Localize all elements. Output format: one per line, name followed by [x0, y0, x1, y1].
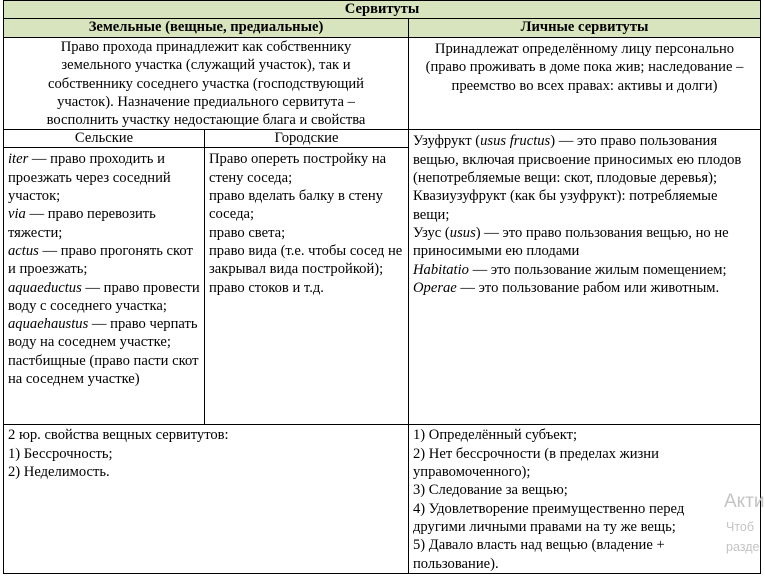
subheader-row: [4, 130, 761, 148]
list-item: право вделать балку в стену соседа;: [209, 188, 383, 223]
list-item: Право опереть постройку на стену соседа;: [209, 151, 387, 186]
list-item: право света;: [209, 224, 286, 241]
title-row: [4, 1, 761, 19]
activation-watermark-line2: разде: [726, 540, 760, 554]
list-item: aquaehaustus — право черпать воду на соседнем участке;: [8, 316, 198, 351]
column-header-row: [4, 19, 761, 38]
personal-description: Принадлежат определённому лицу персонально (право проживать в доме пока жив; наследование – преемство во всех правах: активы и долги): [409, 38, 761, 130]
description-row: [4, 38, 761, 130]
list-item: 3) Следование за вещью;: [413, 482, 568, 499]
predial-header: Земельные (вещные, предиальные): [4, 19, 409, 38]
rural-servitudes-list: [4, 148, 205, 425]
list-item: право вида (т.е. чтобы сосед не закрывал вида постройкой);: [209, 242, 403, 278]
servitudes-table: [3, 0, 761, 574]
list-item: aquaeductus — право провести воду с соседнего участка;: [8, 279, 200, 314]
personal-header: Личные сервитуты: [409, 19, 761, 38]
list-item: via — право перевозить тяжести;: [8, 206, 156, 241]
predial-description: Право прохода принадлежит как собственнику земельного участка (служащий участок), так и собственнику соседнего участка (господствующий участок). Назначение предиального сервитута – восполнить участку недостающие блага и свойства: [4, 38, 409, 130]
list-item: 4) Удовлетворение преимущественно перед другими личными правами на ту же вещь;: [413, 500, 685, 535]
list-item: право стоков и т.д.: [209, 279, 324, 296]
list-item: 5) Давало власть над вещью (владение + пользование).: [413, 537, 665, 572]
operae-term: Operae: [413, 279, 457, 296]
usus-item: Узус (usus) — это право пользования вещью, но не приносимыми ею плодами: [413, 224, 729, 260]
list-item: actus — право прогонять скот и проезжать;: [8, 242, 193, 278]
usus-term: usus: [449, 224, 476, 241]
list-item: 1) Бессрочность;: [8, 445, 113, 462]
list-item: iter — право проходить и проезжать через соседний участок;: [8, 151, 171, 205]
rural-header: Сельские: [4, 130, 205, 148]
list-item: 2) Неделимость.: [8, 464, 110, 481]
activation-watermark-title: Акти: [724, 491, 765, 512]
list-item: пастбищные (право пасти скот на соседнем участке): [8, 352, 199, 388]
properties-row: [4, 425, 761, 573]
urban-servitudes-list: [205, 148, 409, 425]
quasi-usufruct-item: Квазиузуфрукт (как бы узуфрукт): потребляемые вещи;: [413, 188, 718, 223]
list-item: 2) Нет бессрочности (в пределах жизни управомоченного);: [413, 445, 659, 481]
habitatio-term: Habitatio: [413, 261, 469, 278]
personal-servitudes-list: [409, 130, 761, 425]
urban-header: Городские: [205, 130, 409, 148]
personal-features: [409, 425, 761, 573]
operae-item: Operae — это пользование рабом или животным.: [413, 279, 720, 296]
usufruct-item: Узуфрукт (usus fructus) — это право пользования вещью, включая присвоение приносимых ею плодов (непотребляемые вещи: скот, плодовые деревья);: [413, 133, 742, 187]
list-item: 2 юр. свойства вещных сервитутов:: [8, 427, 229, 444]
table-title: Сервитуты: [4, 1, 761, 19]
predial-properties: [4, 425, 409, 573]
usufruct-term: usus fructus: [480, 133, 551, 150]
activation-watermark-line1: Чтоб: [726, 520, 755, 534]
list-item: 1) Определённый субъект;: [413, 427, 578, 444]
habitatio-item: Habitatio — это пользование жилым помещением;: [413, 261, 727, 278]
